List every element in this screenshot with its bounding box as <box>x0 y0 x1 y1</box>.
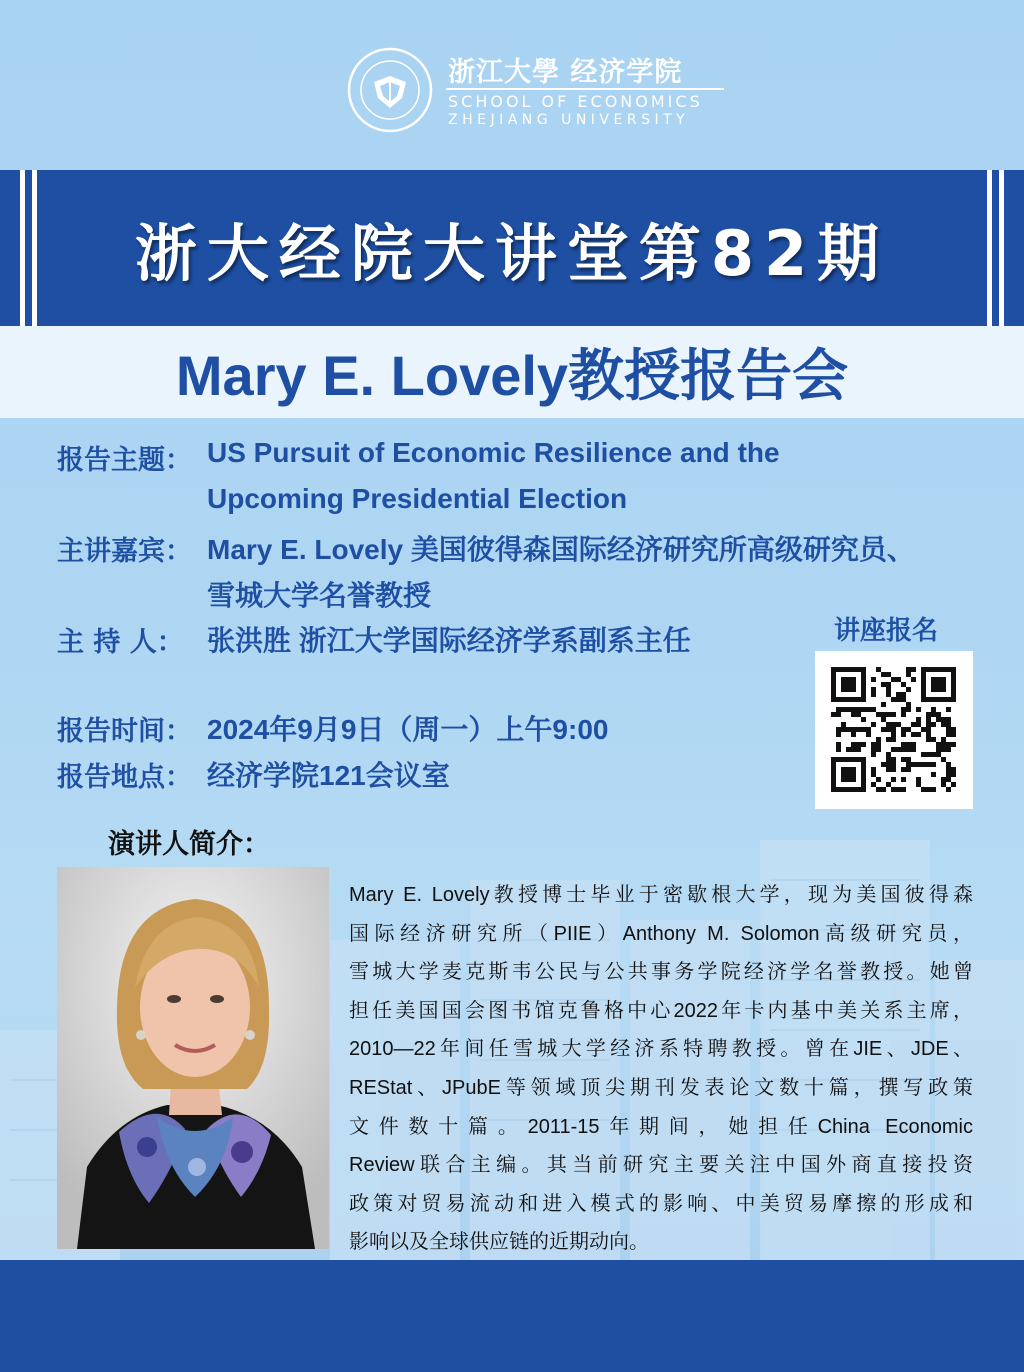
logo-english-school: SCHOOL OF ECONOMICS <box>448 92 703 111</box>
host-label: 主 持 人： <box>57 627 184 658</box>
bio-line: 雪城大学麦克斯韦公民与公共事务学院经济学名誉教授。她曾 <box>349 961 973 984</box>
speaker-line-2: 雪城大学名誉教授 <box>207 580 432 611</box>
bio-line: 2010—22年间任雪城大学经济系特聘教授。曾在JIE、JDE、 <box>349 1038 973 1061</box>
title-banner <box>0 170 1024 326</box>
place-value: 经济学院121会议室 <box>207 760 450 791</box>
logo-chinese-name: 浙江大學 经济学院 <box>448 57 683 88</box>
bio-line: 国际经济研究所（PIIE）Anthony M. Solomon高级研究员， <box>349 922 973 945</box>
topic-line-1: US Pursuit of Economic Resilience and the <box>207 437 780 468</box>
registration-label: 讲座报名 <box>834 616 939 646</box>
speaker-line-1: Mary E. Lovely 美国彼得森国际经济研究所高级研究员、 <box>207 534 915 565</box>
speaker-label: 主讲嘉宾： <box>57 536 192 567</box>
time-label: 报告时间： <box>57 716 192 747</box>
bio-line: 担任美国国会图书馆克鲁格中心2022年卡内基中美关系主席， <box>349 999 973 1022</box>
bio-line: REStat、JPubE等领域顶尖期刊发表论文数十篇，撰写政策 <box>349 1076 973 1099</box>
place-label: 报告地点： <box>57 762 192 793</box>
topic-line-2: Upcoming Presidential Election <box>207 483 628 514</box>
bio-line: 文件数十篇。2011-15年期间，她担任China Economic <box>349 1115 973 1138</box>
qr-code-icon <box>815 651 973 809</box>
bio-title: 演讲人简介： <box>108 829 270 860</box>
logo-english-university: ZHEJIANG UNIVERSITY <box>448 112 690 128</box>
university-seal-logo <box>346 46 434 134</box>
bio-line: 政策对贸易流动和进入模式的影响、中美贸易摩擦的形成和 <box>349 1192 973 1215</box>
bio-line: 影响以及全球供应链的近期动向。 <box>349 1231 649 1254</box>
time-value: 2024年9月9日（周一）上午9:00 <box>207 714 609 745</box>
logo-divider <box>446 88 724 90</box>
header <box>0 0 1024 170</box>
registration-qr-code[interactable] <box>815 651 973 809</box>
speaker-portrait <box>57 867 329 1249</box>
topic-label: 报告主题： <box>57 445 192 476</box>
banner-title: 浙大经院大讲堂第82期 <box>134 216 890 290</box>
subtitle: Mary E. Lovely教授报告会 <box>175 344 849 407</box>
speaker-photo <box>57 867 329 1249</box>
footer-band <box>0 1260 1024 1372</box>
host-value: 张洪胜 浙江大学国际经济学系副系主任 <box>207 625 691 656</box>
bio-line: Mary E. Lovely教授博士毕业于密歇根大学，现为美国彼得森 <box>349 884 973 906</box>
bio-line: Review联合主编。其当前研究主要关注中国外商直接投资 <box>349 1154 973 1177</box>
bio-text <box>349 876 973 1262</box>
